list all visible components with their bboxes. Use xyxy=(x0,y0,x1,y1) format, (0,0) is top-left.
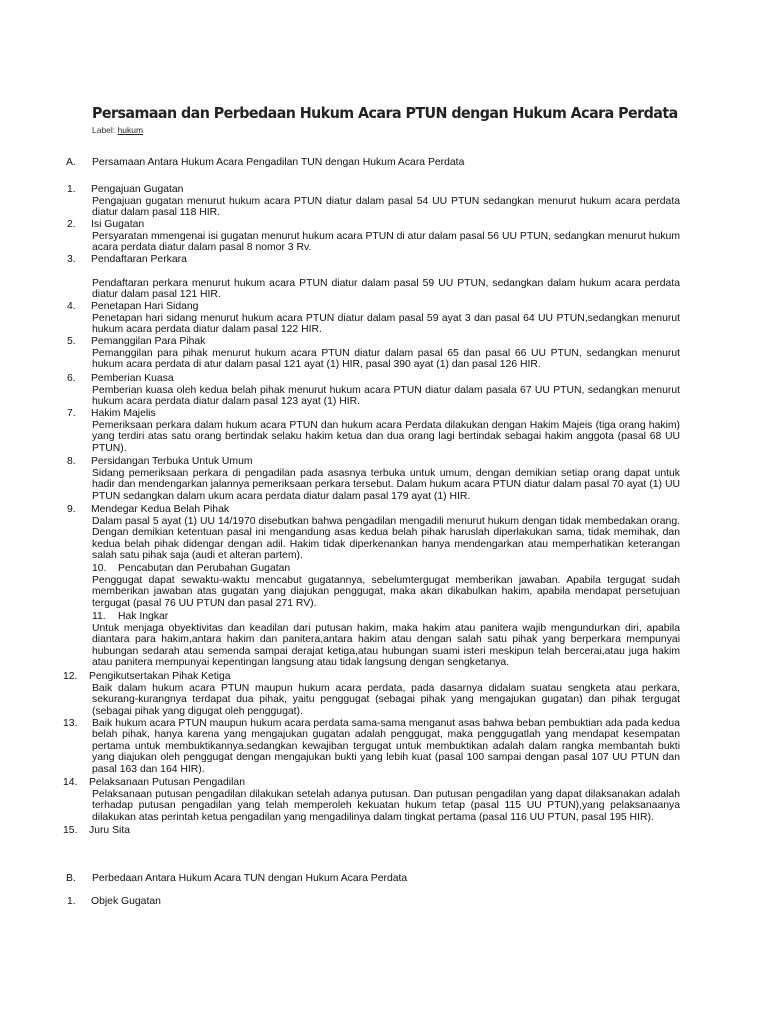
item-body: Sidang pemeriksaan perkara di pengadilan pada asasnya terbuka untuk umum, dengan demikian setiap orang dapat untuk hadir dan mendengarkan jalannya pemeriksaan perkara tersebut. Dalam hukum acara PTUN diatur dalam pasal 70 ayat (1) UU PTUN sedangkan dalam ukum acara perdata diatur dalam pasal 179 ayat (1) HIR. xyxy=(92,468,680,502)
item-title: Juru Sita xyxy=(89,825,131,836)
item-title: Pendaftaran Perkara xyxy=(91,254,187,265)
item-body: Untuk menjaga obyektivitas dan keadilan dari putusan hakim, maka hakim atau panitera wajib mengundurkan diri, apabila diantara para hakim,antara hakim dan panitera,antara hakim atau dengan salah satu pihak yang berperkara mempunyai hubungan sedarah atau semenda sampai derajat ketiga,atau hubungan suami isteri meskipun telah bercerai,atau juga hakim atau panitera mempunyai kepentingan langsung atau tidak langsung dengan sengketanya. xyxy=(92,623,680,669)
section-a-mark: A. xyxy=(66,157,76,168)
item-body: Dalam pasal 5 ayat (1) UU 14/1970 disebutkan bahwa pengadilan mengadili menurut hukum dengan tidak membedakan orang. Dengan demikian ketentuan pasal ini mengandung asas kedua belah pihak haruslah diperlakukan sama, tidak memihak, dan kedua belah pihak didengar dengan adil. Hakim tidak diperkenankan hanya mendengarkan atau memperhatikan keterangan salah satu pihak saja (audi et alteran partem). xyxy=(92,516,680,562)
item-number: 9. xyxy=(67,504,76,515)
item-title: Pemberian Kuasa xyxy=(91,373,174,384)
item-number: 4. xyxy=(67,301,76,312)
item-title: Pencabutan dan Perubahan Gugatan xyxy=(118,563,291,574)
item-number: 8. xyxy=(67,456,76,467)
item-body: Pelaksanaan putusan pengadilan dilakukan setelah adanya putusan. Dan putusan pengadilan yang dapat dilaksanakan adalah terhadap putusan pengadilan yang telah memperoleh kekuatan hukum tetap (pasal 115 UU PTUN),yang pelaksanaanya dilakukan atas perintah ketua pengadilan yang mengadilinya dalam tingkat pertama (pasal 116 UU PTUN, pasal 195 HIR). xyxy=(92,789,680,823)
section-a-title: Persamaan Antara Hukum Acara Pengadilan TUN dengan Hukum Acara Perdata xyxy=(92,157,465,168)
item-title: Persidangan Terbuka Untuk Umum xyxy=(91,456,253,467)
item-title: Mendegar Kedua Belah Pihak xyxy=(91,504,230,515)
label-line xyxy=(92,125,143,135)
item-title: Pelaksanaan Putusan Pengadilan xyxy=(89,777,245,788)
item-body: Pemberian kuasa oleh kedua belah pihak menurut hukum acara PTUN diatur dalam pasala 67 UU PTUN, sedangkan menurut hukum acara perdata diatur dalam pasal 123 ayat (1) HIR. xyxy=(92,385,680,408)
item-body: Pemanggilan para pihak menurut hukum acara PTUN diatur dalam pasal 65 dan pasal 66 UU PTUN, sedangkan menurut hukum acara perdata di atur dalam pasal 121 ayat (1) HIR, pasal 390 ayat (1) dan pasal 126 HIR. xyxy=(92,348,680,371)
item-body: Pendaftaran perkara menurut hukum acara PTUN diatur dalam pasal 59 UU PTUN, sedangkan dalam hukum acara perdata diatur dalam pasal 121 HIR. xyxy=(92,278,680,301)
item-number: 11. xyxy=(92,611,106,622)
item-body: Pemeriksaan perkara dalam hukum acara PTUN dan hukum acara Perdata dilakukan dengan Hakim Majeis (tiga orang hakim) yang terdiri atas satu orang bertindak selaku hakim ketua dan dua orang lagi bertindak sebagai hakim anggota (pasal 68 UU PTUN). xyxy=(92,420,680,454)
item-title: Hak Ingkar xyxy=(118,611,169,622)
item-title: Pemanggilan Para Pihak xyxy=(91,336,206,347)
item-number: 1. xyxy=(67,184,76,195)
item-title: Hakim Majelis xyxy=(91,408,156,419)
label-prefix: Label: xyxy=(92,125,116,135)
item-body: Baik hukum acara PTUN maupun hukum acara perdata sama-sama menganut asas bahwa beban pembuktian ada pada kedua belah pihak, hanya karena yang mengajukan gugatan adalah penggugat, maka penggugatlah yang mendapat kesempatan pertama untuk membuktikannya.sedangkan kewajiban tergugat untuk membuktikan adalah dalam rangka membantah bukti yang diajukan oleh penggugat dengan mengajukan bukti yang lebih kuat (pasal 100 sampai dengan pasal 107 UU PTUN dan pasal 163 dan 164 HIR). xyxy=(92,718,680,775)
item-number: 15. xyxy=(63,825,78,836)
item-title: Pengajuan Gugatan xyxy=(91,184,184,195)
item-body: Penggugat dapat sewaktu-waktu mencabut gugatannya, sebelumtergugat memberikan jawaban. Apabila tergugat sudah memberikan jawaban atas gugatan yang diajukan penggugat, maka akan dikabulkan hakim, apabila mendapat persetujuan tergugat (pasal 76 UU PTUN dan pasal 271 RV). xyxy=(92,575,680,609)
item-number: 7. xyxy=(67,408,76,419)
item-number: 1. xyxy=(67,896,76,907)
item-number: 2. xyxy=(67,219,76,230)
item-number: 10. xyxy=(92,563,107,574)
item-title: Pengikutsertakan Pihak Ketiga xyxy=(89,671,231,682)
item-number: 6. xyxy=(67,373,76,384)
item-title: Penetapan Hari Sidang xyxy=(91,301,199,312)
item-body: Penetapan hari sidang menurut hukum acara PTUN diatur dalam pasal 59 ayat 3 dan pasal 64 UU PTUN,sedangkan menurut hukum acara perdata diatur dalam pasal 122 HIR. xyxy=(92,313,680,336)
item-number: 14. xyxy=(63,777,78,788)
item-body: Pengajuan gugatan menurut hukum acara PTUN diatur dalam pasal 54 UU PTUN sedangkan menurut hukum acara perdata diatur dalam pasal 118 HIR. xyxy=(92,196,680,219)
item-title: Isi Gugatan xyxy=(91,219,145,230)
item-number: 13. xyxy=(63,718,78,729)
item-number: 3. xyxy=(67,254,76,265)
item-body: Baik dalam hukum acara PTUN maupun hukum acara perdata, pada dasarnya didalam suatau sengketa atau perkara, sekurang-kurangnya terdapat dua pihak, yaitu penggugat (sebagai pihak yang mengajukan gugatan) dan pihak tergugat (sebagai pihak yang digugat oleh penggugat). xyxy=(92,683,680,717)
label-link[interactable]: hukum xyxy=(117,125,144,135)
item-body: Persyaratan mmengenai isi gugatan menurut hukum acara PTUN di atur dalam pasal 56 UU PTUN, sedangkan menurut hukum acara perdata diatur dalam pasal 8 nomor 3 Rv. xyxy=(92,231,680,254)
item-title: Objek Gugatan xyxy=(91,896,161,907)
document-title: Persamaan dan Perbedaan Hukum Acara PTUN dengan Hukum Acara Perdata xyxy=(92,104,678,122)
section-b-title: Perbedaan Antara Hukum Acara TUN dengan Hukum Acara Perdata xyxy=(92,873,408,884)
item-number: 5. xyxy=(67,336,76,347)
item-number: 12. xyxy=(63,671,78,682)
section-b-mark: B. xyxy=(66,873,76,884)
